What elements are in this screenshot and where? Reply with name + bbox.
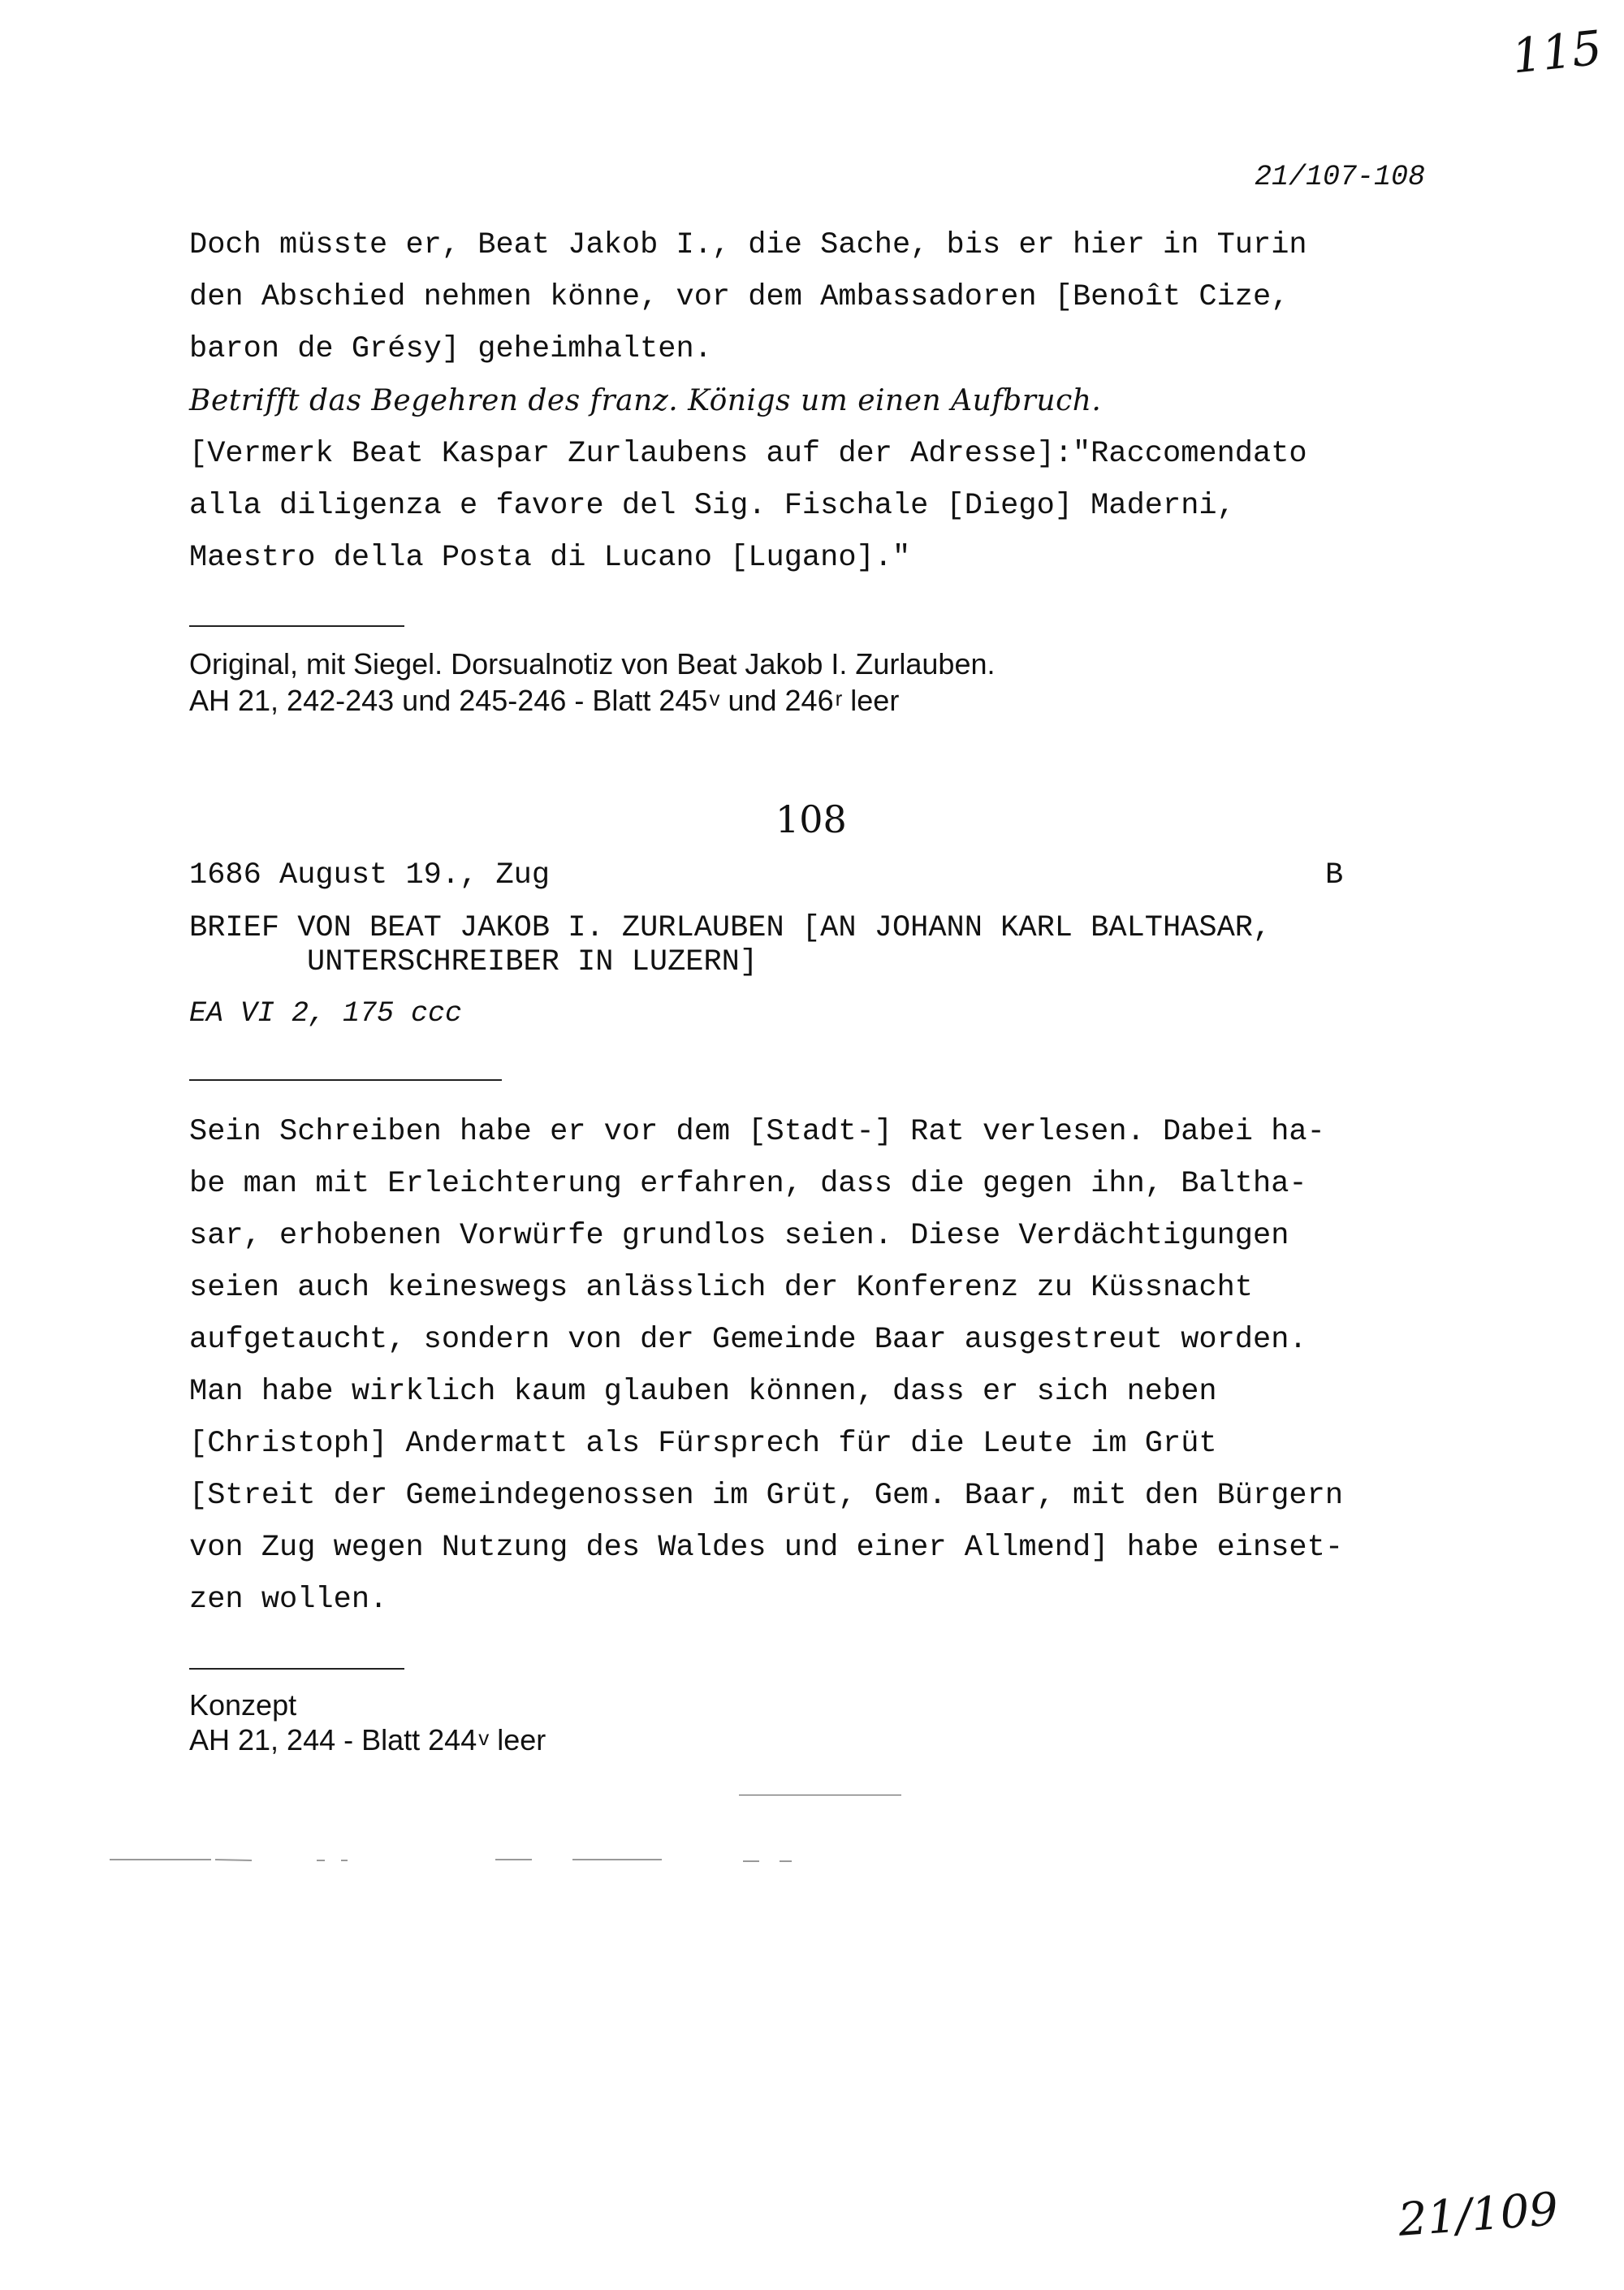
- entry-title-line: BRIEF VON BEAT JAKOB I. ZURLAUBEN [AN JOHANN KARL BALTHASAR,: [189, 911, 1272, 945]
- verso-superscript: v: [709, 686, 720, 711]
- source-note-line: Konzept: [189, 1688, 297, 1722]
- source-note-line: [189, 1723, 546, 1757]
- entry-reference: EA VI 2, 175 ccc: [189, 997, 463, 1030]
- entry-date-place: 1686 August 19., Zug: [189, 858, 551, 892]
- source-ref-text: leer: [842, 684, 900, 717]
- handwritten-page-number: 115: [1509, 19, 1605, 84]
- body-line: be man mit Erleichterung erfahren, dass die gegen ihn, Baltha-: [189, 1167, 1307, 1201]
- paragraph-line: den Abschied nehmen könne, vor dem Ambassadoren [Benoît Cize,: [189, 280, 1289, 314]
- body-line: [Christoph] Andermatt als Fürsprech für die Leute im Grüt: [189, 1427, 1217, 1461]
- source-ref-text: und 246: [719, 684, 834, 717]
- body-line: aufgetaucht, sondern von der Gemeinde Baar ausgestreut worden.: [189, 1323, 1307, 1357]
- body-line: Sein Schreiben habe er vor dem [Stadt-] Rat verlesen. Dabei ha-: [189, 1115, 1325, 1149]
- address-note-line: [Vermerk Beat Kaspar Zurlaubens auf der Adresse]:"Raccomendato: [189, 437, 1307, 471]
- handwritten-archive-number: 21/109: [1396, 2183, 1561, 2247]
- paragraph-line: Doch müsste er, Beat Jakob I., die Sache, bis er hier in Turin: [189, 228, 1307, 262]
- verso-superscript: v: [478, 1726, 490, 1750]
- body-line: sar, erhobenen Vorwürfe grundlos seien. Diese Verdächtigungen: [189, 1219, 1289, 1253]
- paragraph-line: baron de Grésy] geheimhalten.: [189, 332, 712, 366]
- cursive-note: Betrifft das Begehren des franz. Königs um einen Aufbruch.: [189, 384, 1102, 417]
- entry-number: 108: [775, 797, 847, 841]
- source-note-line: [189, 684, 899, 718]
- body-line: seien auch keineswegs anlässlich der Konferenz zu Küssnacht: [189, 1271, 1254, 1305]
- entry-type-code: B: [1325, 858, 1344, 892]
- address-note-line: Maestro della Posta di Lucano [Lugano].": [189, 541, 911, 575]
- recto-superscript: r: [835, 686, 843, 711]
- address-note-line: alla diligenza e favore del Sig. Fischale [Diego] Maderni,: [189, 489, 1235, 523]
- divider-rule: [189, 1668, 404, 1670]
- divider-rule: [189, 625, 404, 627]
- body-line: [Streit der Gemeindegenossen im Grüt, Gem. Baar, mit den Bürgern: [189, 1479, 1344, 1513]
- source-ref-text: leer: [489, 1723, 546, 1756]
- header-reference: 21/107-108: [1255, 161, 1426, 193]
- source-note-line: Original, mit Siegel. Dorsualnotiz von Beat Jakob I. Zurlauben.: [189, 647, 996, 681]
- source-ref-text: AH 21, 244 - Blatt 244: [189, 1723, 477, 1756]
- entry-title-line: UNTERSCHREIBER IN LUZERN]: [307, 945, 758, 979]
- body-line: von Zug wegen Nutzung des Waldes und einer Allmend] habe einset-: [189, 1531, 1344, 1565]
- scan-artifact-marks: [0, 1843, 974, 1908]
- divider-rule: [189, 1079, 502, 1081]
- body-line: zen wollen.: [189, 1583, 388, 1617]
- body-line: Man habe wirklich kaum glauben können, dass er sich neben: [189, 1375, 1217, 1409]
- source-ref-text: AH 21, 242-243 und 245-246 - Blatt 245: [189, 684, 708, 717]
